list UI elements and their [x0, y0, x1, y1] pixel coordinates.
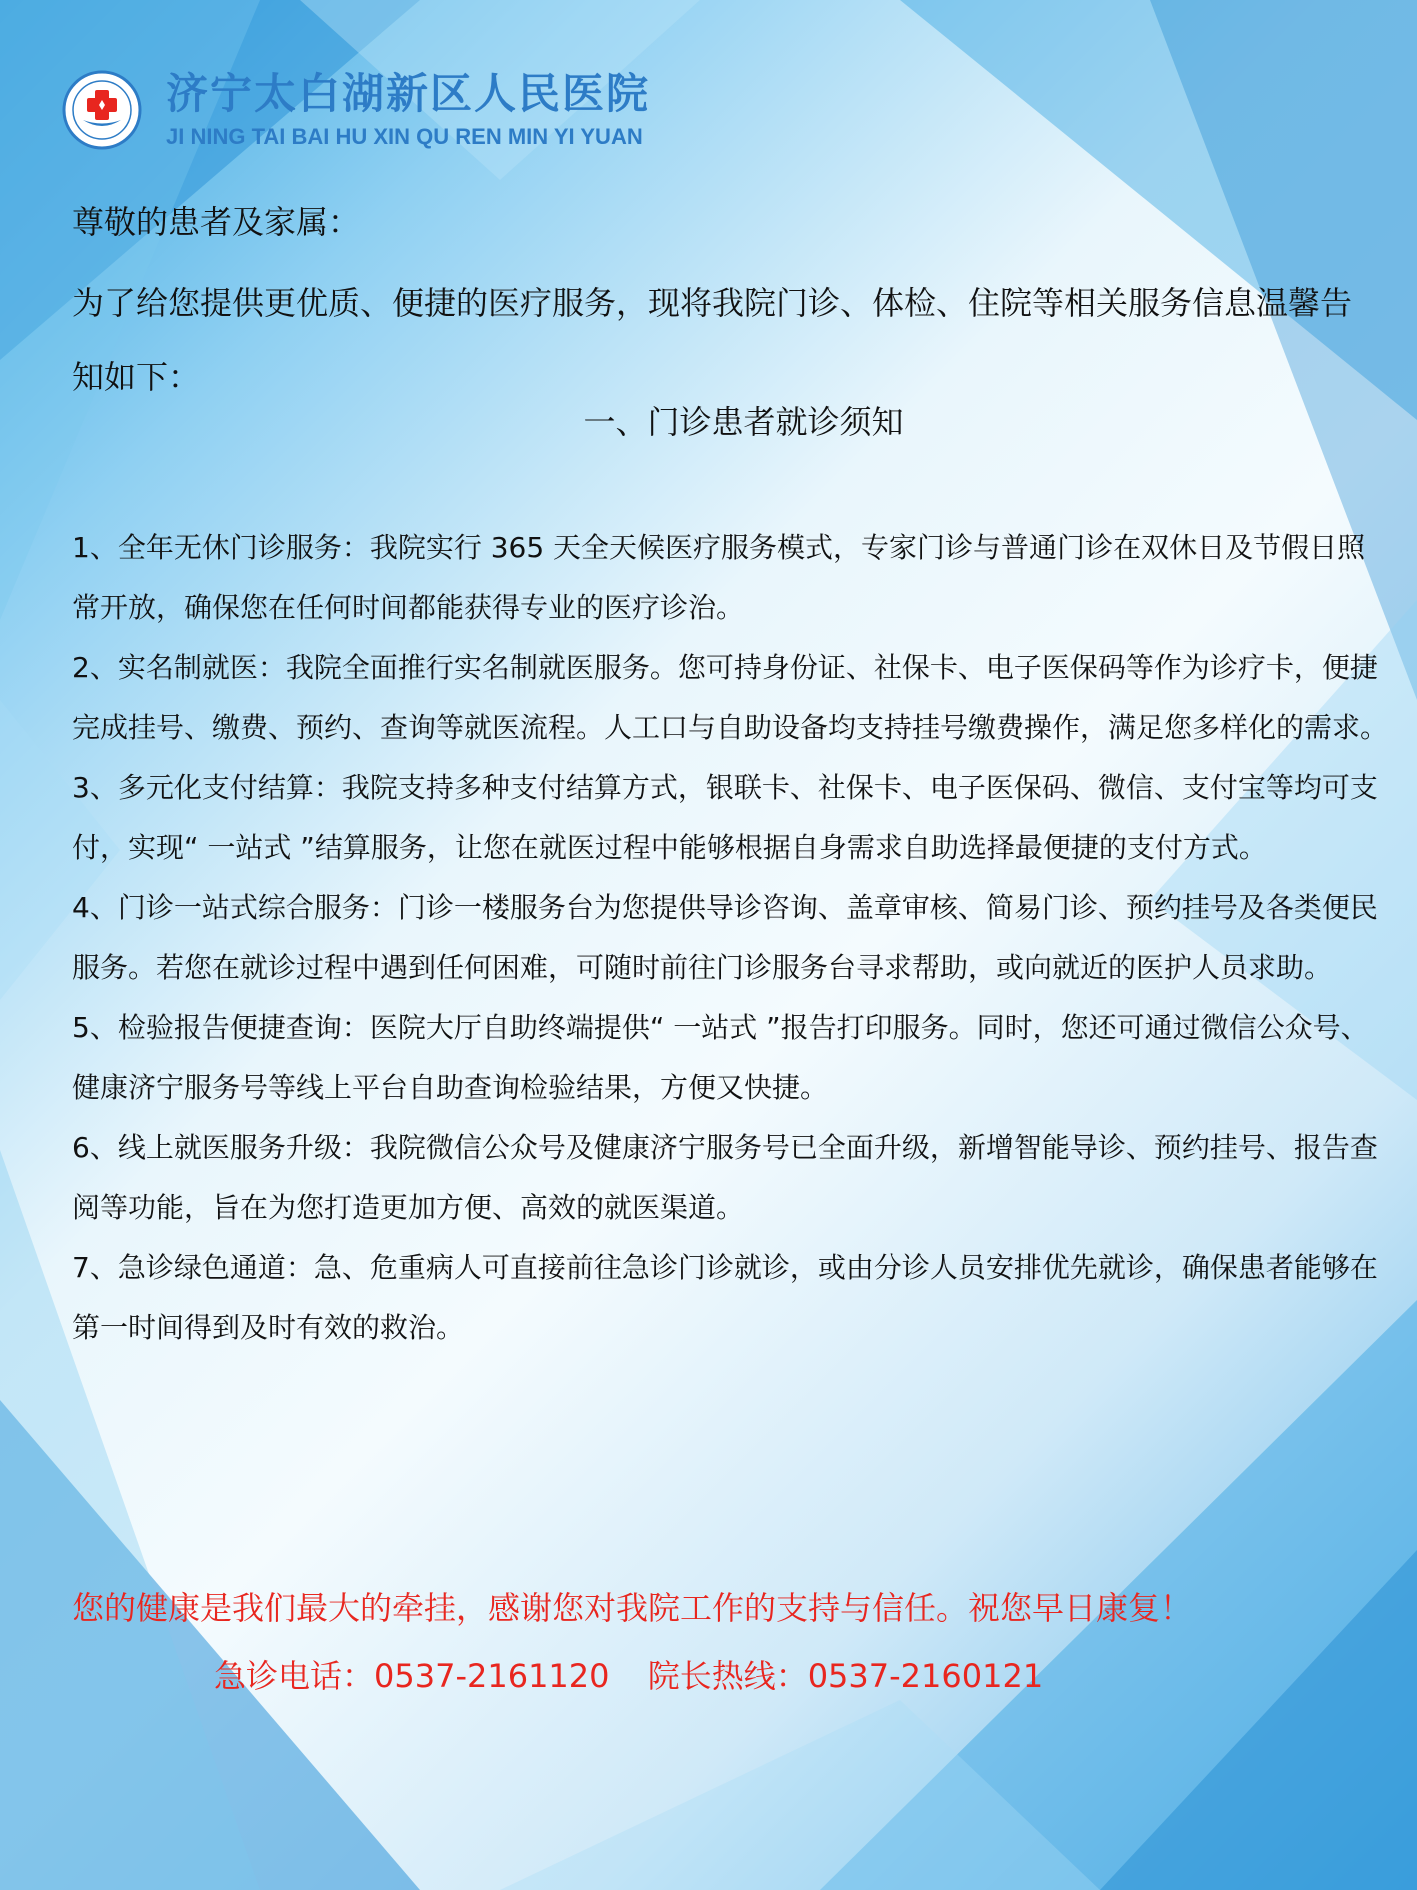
hospital-name-cn: 济宁太白湖新区人民医院 [166, 69, 651, 118]
emergency-phone: 急诊电话：0537-2161120 [214, 1657, 610, 1695]
notice-item: 6、线上就医服务升级：我院微信公众号及健康济宁服务号已全面升级，新增智能导诊、预约挂号、报告查阅等功能，旨在为您打造更加方便、高效的就医渠道。 [72, 1131, 1378, 1224]
closing-message: 您的健康是我们最大的牵挂，感谢您对我院工作的支持与信任。祝您早日康复！ [72, 1589, 1193, 1627]
hospital-cross-emblem-icon [62, 70, 142, 150]
greeting: 尊敬的患者及家属： [72, 203, 361, 241]
contact-line [214, 1654, 1071, 1698]
notice-list [72, 518, 1392, 1358]
director-hotline: 院长热线：0537-2160121 [647, 1657, 1044, 1695]
hospital-header [62, 70, 650, 150]
notice-item: 1、全年无休门诊服务：我院实行 365 天全天候医疗服务模式，专家门诊与普通门诊在双休日及节假日照常开放，确保您在任何时间都能获得专业的医疗诊治。 [72, 531, 1366, 624]
notice-item: 5、检验报告便捷查询：医院大厅自助终端提供“ 一站式 ”报告打印服务。同时，您还可通过微信公众号、健康济宁服务号等线上平台自助查询检验结果，方便又快捷。 [72, 1011, 1369, 1104]
intro-paragraph: 为了给您提供更优质、便捷的医疗服务，现将我院门诊、体检、住院等相关服务信息温馨告知如下： [72, 284, 1353, 396]
hospital-name-en: JI NING TAI BAI HU XIN QU REN MIN YI YUAN [166, 124, 643, 149]
notice-item: 3、多元化支付结算：我院支持多种支付结算方式，银联卡、社保卡、电子医保码、微信、支付宝等均可支付，实现“ 一站式 ”结算服务，让您在就医过程中能够根据自身需求自助选择最便捷的支付方式。 [72, 771, 1378, 864]
notice-item: 2、实名制就医：我院全面推行实名制就医服务。您可持身份证、社保卡、电子医保码等作为诊疗卡，便捷完成挂号、缴费、预约、查询等就医流程。人工口与自助设备均支持挂号缴费操作，满足您多样化的需求。 [72, 651, 1389, 744]
notice-item: 7、急诊绿色通道：急、危重病人可直接前往急诊门诊就诊，或由分诊人员安排优先就诊，确保患者能够在第一时间得到及时有效的救治。 [72, 1251, 1378, 1344]
section-title: 一、门诊患者就诊须知 [583, 403, 904, 441]
notice-item: 4、门诊一站式综合服务：门诊一楼服务台为您提供导诊咨询、盖章审核、简易门诊、预约挂号及各类便民服务。若您在就诊过程中遇到任何困难，可随时前往门诊服务台寻求帮助，或向就近的医护人员求助。 [72, 891, 1378, 984]
hospital-brand [166, 70, 650, 150]
